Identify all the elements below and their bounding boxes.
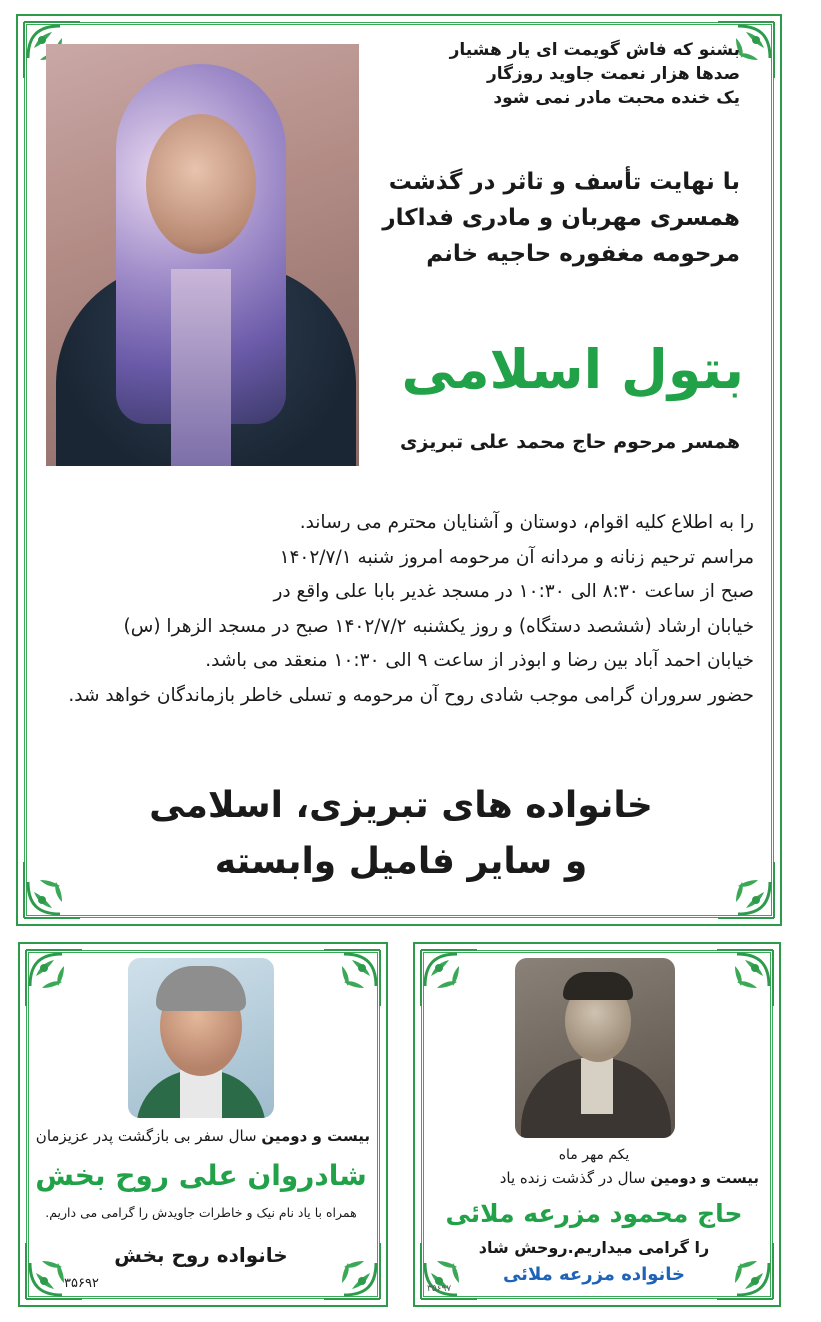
anniversary-text: سال سفر بی بازگشت پدر عزیزمان [35,1127,262,1145]
details-line: را به اطلاع کلیه اقوام، دوستان و آشنایان محترم می رساند. [299,512,754,533]
deceased-portrait-photo [46,44,359,466]
deceased-name: حاج محمود مزرعه ملائی [445,1199,743,1228]
anniversary-ordinal: بیست و دومین [650,1169,759,1187]
corner-ornament-icon [417,946,481,1010]
ad-code: ۳۵۶۹۲ [64,1276,99,1291]
date-line: یکم مهر ماه [558,1147,630,1163]
memorial-line: همراه با یاد نام نیک و خاطرات جاویدش را گرامی می داریم. [45,1205,357,1220]
main-obituary-notice [16,14,782,926]
family-signature [48,778,754,890]
details-line: حضور سروران گرامی موجب شادی روح آن مرحومه و تسلی خاطر بازماندگان خواهد شد. [68,684,754,706]
family-signature: خانواده روح بخش [114,1243,288,1267]
ad-code: ۳۵۶۹۷ [427,1284,452,1294]
corner-ornament-icon [320,946,384,1010]
corner-ornament-icon [22,946,86,1010]
details-line: صبح از ساعت ۸:۳۰ الی ۱۰:۳۰ در مسجد غدیر بابا علی واقع در [273,581,754,602]
corner-ornament-icon [713,946,777,1010]
intro-line: مرحومه مغفوره حاجیه خانم [426,241,740,267]
details-line: خیابان احمد آباد بین رضا و ابوذر از ساعت ۹ الی ۱۰:۳۰ منعقد می باشد. [205,650,754,671]
deceased-portrait-photo [515,958,675,1138]
intro-line: همسری مهربان و مادری فداکار [382,205,740,231]
anniversary-text: سال در گذشت زنده یاد [499,1169,651,1187]
deceased-portrait-photo [128,958,274,1118]
deceased-name: شادروان علی روح بخش [35,1159,367,1192]
anniversary-line [429,1166,759,1190]
poem-line: بشنو که فاش گویمت ای یار هشیار [449,40,740,60]
details-line: خیابان ارشاد (ششصد دستگاه) و روز یکشنبه ۱۴۰۲/۷/۲ صبح در مسجد الزهرا (س) [123,615,754,637]
anniversary-notice-right [413,942,781,1307]
anniversary-ordinal: بیست و دومین [261,1127,370,1145]
spouse-line: همسر مرحوم حاج محمد علی تبریزی [400,431,740,453]
family-line: خانواده های تبریزی، اسلامی [149,785,653,826]
poem-verse [360,38,740,110]
memorial-line: را گرامی میداریم.روحش شاد [478,1238,710,1257]
family-signature: خانواده مزرعه ملائی [502,1264,686,1285]
poem-line: صدها هزار نعمت جاوید روزگار [486,64,740,84]
anniversary-notice-left [18,942,388,1307]
intro-heading [350,164,740,272]
intro-line: با نهایت تأسف و تاثر در گذشت [388,169,740,195]
ceremony-details [48,506,754,713]
deceased-name: بتول اسلامی [401,338,744,401]
details-line: مراسم ترحیم زنانه و مردانه آن مرحومه امروز شنبه ۱۴۰۲/۷/۱ [279,546,754,568]
poem-line: یک خنده محبت مادر نمی شود [493,88,740,108]
anniversary-line [32,1124,370,1148]
family-line: و سایر فامیل وابسته [214,841,588,882]
